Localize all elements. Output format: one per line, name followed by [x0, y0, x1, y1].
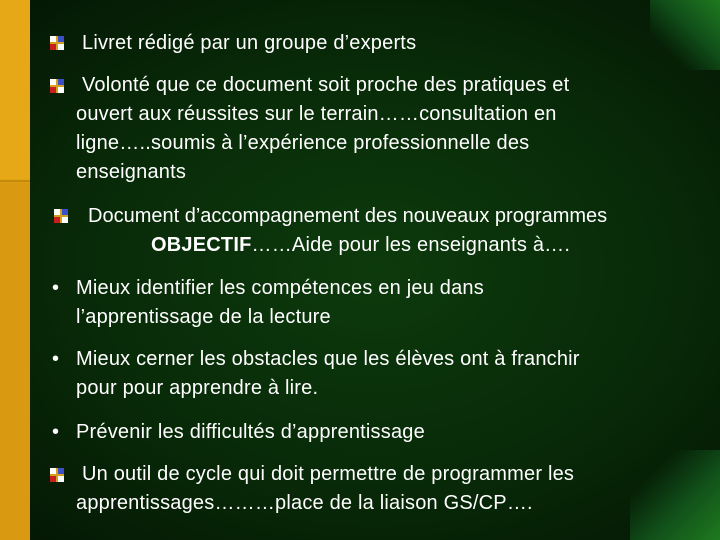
list-item-text: enseignants — [76, 161, 187, 183]
bullet-dot: • — [52, 421, 60, 443]
list-item-text: pour pour apprendre à lire. — [76, 377, 319, 399]
list-item-text: Mieux cerner les obstacles que les élèves ont à franchir — [76, 348, 580, 370]
list-item-text: Mieux identifier les compétences en jeu dans — [76, 277, 484, 299]
objective-label: OBJECTIF — [151, 234, 252, 256]
list-item — [76, 460, 574, 518]
list-item-text: Volonté que ce document soit proche des pratiques et — [82, 74, 570, 96]
list-item — [82, 29, 416, 58]
list-item — [76, 71, 569, 187]
list-item-text: Livret rédigé par un groupe d’experts — [82, 32, 417, 54]
objective-line — [88, 231, 607, 260]
bullet-dot: • — [52, 348, 60, 370]
list-item — [88, 202, 607, 260]
checkered-square-icon — [54, 209, 68, 223]
corner-decoration-bottom-right — [630, 450, 720, 540]
list-item-text: Prévenir les difficultés d’apprentissage — [76, 421, 425, 443]
bullet-dot: • — [52, 277, 60, 299]
side-bar — [0, 0, 30, 540]
corner-decoration-top-right — [650, 0, 720, 70]
objective-text: ……Aide pour les enseignants à…. — [251, 234, 571, 256]
side-bar-band — [0, 180, 30, 182]
list-item — [76, 345, 580, 403]
list-item-text: ligne…..soumis à l’expérience professionnelle des — [76, 132, 530, 154]
list-item — [76, 274, 484, 332]
list-item-text: apprentissages………place de la liaison GS/CP…. — [76, 492, 533, 514]
checkered-square-icon — [50, 36, 64, 50]
list-item-text: Un outil de cycle qui doit permettre de programmer les — [82, 463, 575, 485]
checkered-square-icon — [50, 468, 64, 482]
list-item-text: l’apprentissage de la lecture — [76, 306, 331, 328]
list-item-text: Document d’accompagnement des nouveaux programmes — [88, 205, 608, 227]
checkered-square-icon — [50, 79, 64, 93]
list-item — [76, 418, 425, 447]
list-item-text: ouvert aux réussites sur le terrain……consultation en — [76, 103, 557, 125]
